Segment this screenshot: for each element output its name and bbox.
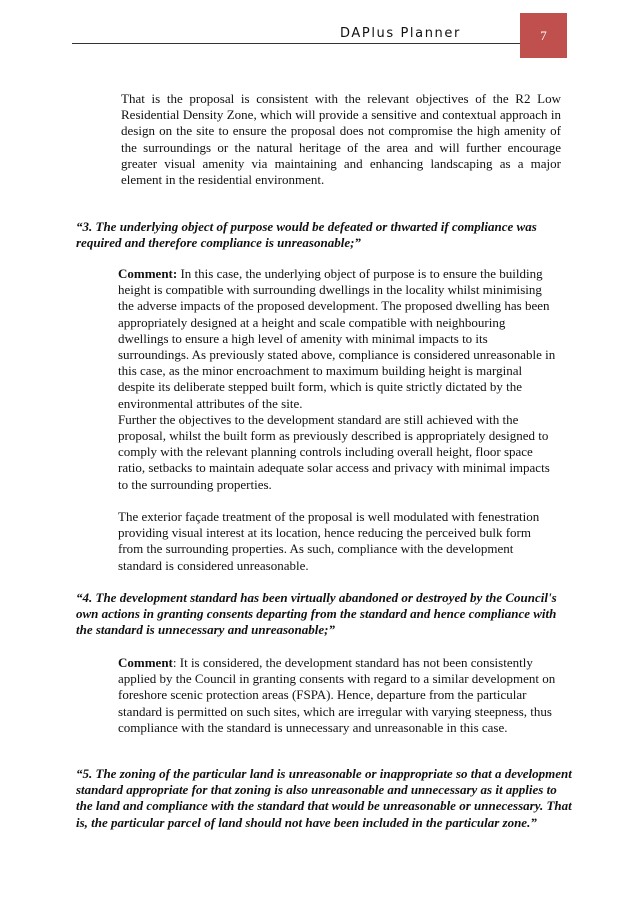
- comment-body-continued: Further the objectives to the development standard are still achieved with the proposal, whilst the built form as previously described is appropriately designed to comply with the relevant planning controls including overall height, floor space ratio, setbacks to maintain adequate solar access and privacy with minimal impacts to the surrounding properties.: [118, 411, 550, 492]
- criterion-3-comment: [118, 266, 558, 493]
- comment-body: : It is considered, the development standard has not been consistently applied by the Council in granting consents with regard to a similar development on foreshore scenic protection areas (FSPA). Hence, departure from the particular standard is permitted on such sites, which are irregular with varying steepness, thus compliance with the standard is unnecessary and unreasonable in this case.: [118, 655, 556, 735]
- criterion-3-heading: “3. The underlying object of purpose would be defeated or thwarted if compliance was required and therefore compliance is unreasonable;”: [76, 219, 537, 251]
- criterion-5-heading: “5. The zoning of the particular land is unreasonable or inappropriate so that a development standard appropriate for that zoning is also unreasonable and unnecessary as it applies to the land and compliance with the standard that would be unreasonable or unnecessary. That is, the particular parcel of land should not have been included in the particular zone.”: [76, 766, 572, 830]
- facade-paragraph: The exterior façade treatment of the proposal is well modulated with fenestration providing visual interest at its location, hence reducing the perceived bulk form from the surrounding properties. As such, compliance with the development standard is considered unreasonable.: [118, 509, 540, 573]
- comment-label: Comment:: [118, 266, 178, 281]
- comment-body: In this case, the underlying object of purpose is to ensure the building height is compatible with surrounding dwellings in the locality whilst minimising the adverse impacts of the proposed development. The proposed dwelling has been appropriately designed at a height and scale compatible with neighbouring dwellings to ensure a high level of amenity with minimal impacts to its surroundings. As previously stated above, compliance is considered unreasonable in this case, as the minor encroachment to maximum building height is marginal despite its deliberate stepped built form, which is quite strictly dictated by the environmental attributes of the site.: [118, 266, 556, 411]
- header-rule: [72, 43, 520, 44]
- criterion-4-heading: “4. The development standard has been virtually abandoned or destroyed by the Council's own actions in granting consents departing from the standard and hence compliance with the standard is unnecessary and unreasonable;”: [76, 590, 557, 638]
- page-number: 7: [540, 28, 547, 43]
- intro-paragraph: That is the proposal is consistent with the relevant objectives of the R2 Low Residential Density Zone, which will provide a sensitive and contextual approach in design on the site to ensure the proposal does not compromise the high amenity of the surroundings or the natural heritage of the area and will further encourage greater visual amenity via maintaining and enhancing landscaping as a major element in the residential environment.: [121, 91, 561, 188]
- criterion-4-comment: [118, 655, 558, 736]
- page-number-badge: [520, 13, 567, 58]
- comment-label: Comment: [118, 655, 173, 670]
- document-header-title: DAPlus Planner: [340, 26, 461, 41]
